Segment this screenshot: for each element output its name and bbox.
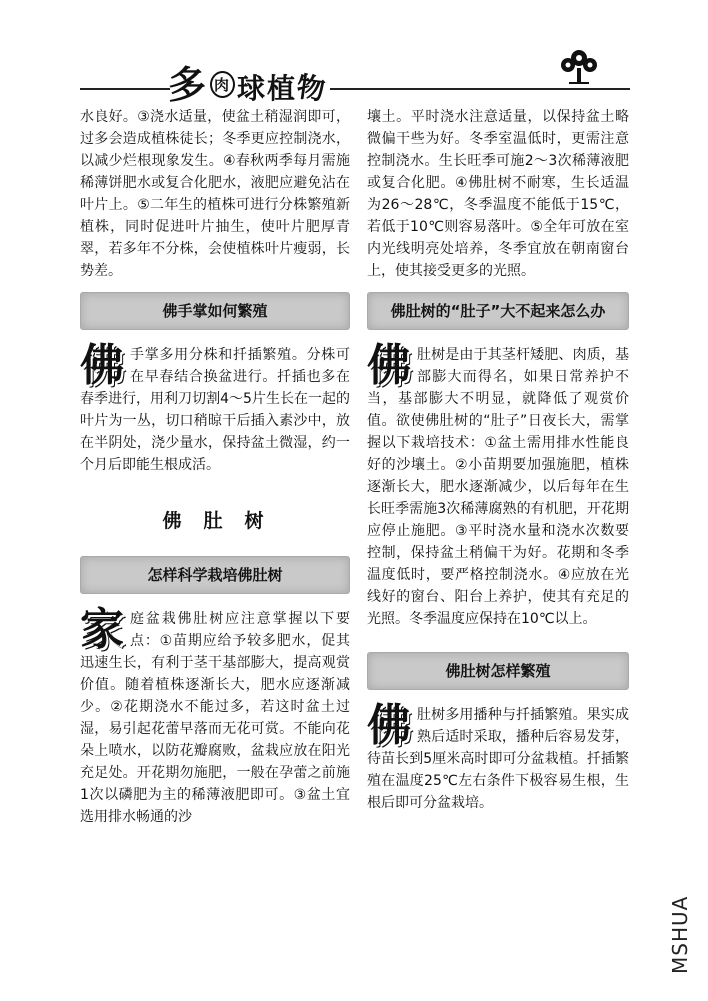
tree-icon [559,48,599,86]
cultivation-paragraph [80,604,350,828]
belly-paragraph [367,340,629,630]
propagation-text: 肚树多用播种与扦插繁殖。果实成熟后适时采取，播种后容易发芽，待苗长到5厘米高时即可分盆栽植。扦插繁殖在温度25℃左右条件下极容易生根，生根后即可分盆栽培。 [367,707,629,811]
header-title-char-1: 多 [168,62,209,107]
header-rule-left [80,88,170,90]
banner-foshouzhang-propagation: 佛手掌如何繁殖 [80,292,350,330]
header-title-last-char: 物 [294,70,330,107]
belly-text: 肚树是由于其茎杆矮肥、肉质，基部膨大而得名，如果日常养护不当，基部膨大不明显，就降低了观赏价值。欲使佛肚树的“肚子”日夜长大，需掌握以下栽培技术：①盆土需用排水性能良好的沙壤土。②小苗期要加强施肥，植株逐渐长大，肥水逐渐减少，以后每年在生长旺季需施3次稀薄腐熟的有机肥，开花期应停止施肥。③平时浇水量和浇水次数要控制，保持盆土稍偏干为好。花期和冬季温度低时，要严格控制浇水。④应放在光线好的窗台、阳台上养护，使其有充足的光照。冬季温度应保持在10℃以上。 [367,347,629,627]
banner-cultivation: 怎样科学栽培佛肚树 [80,556,350,594]
foshouzhang-paragraph [80,340,350,476]
cultivation-text: 庭盆栽佛肚树应注意掌握以下要点：①苗期应给予较多肥水，促其迅速生长，有利于茎干基部膨大，提高观赏价值。随着植株逐渐长大，肥水应逐渐减少。②花期浇水不能过多，若这时盆土过湿，易引起花蕾早落而无花可赏。不能向花朵上喷水，以防花瓣腐败，盆栽应放在阳光充足处。开花期勿施肥，一般在孕蕾之前施1次以磷肥为主的稀薄液肥即可。③盆土宜选用排水畅通的沙 [80,611,350,825]
left-intro-paragraph: 水良好。③浇水适量，使盆土稍湿润即可，过多会造成植株徒长；冬季更应控制浇水，以减少烂根现象发生。④春秋两季每月需施稀薄饼肥水或复合化肥水，液肥应避免沾在叶片上。⑤二年生的植株可进行分株繁殖新植株，同时促进叶片抽生，使叶片肥厚青翠，若多年不分株，会使植株叶片瘦弱，长势差。 [80,109,350,279]
header-rule-right [330,88,630,90]
left-column [80,106,350,828]
watermark: MSHUA [668,895,692,975]
drop-cap: 佛 [367,700,411,751]
banner-belly-not-growing: 佛肚树的“肚子”大不起来怎么办 [367,292,629,330]
drop-cap: 佛 [80,340,124,391]
header-title-char-boxed: 肉 [210,71,235,98]
section-title: 佛肚树 [162,510,286,532]
page-header-title [168,54,330,109]
drop-cap: 家 [80,604,124,655]
propagation-paragraph [367,700,629,814]
foshouzhang-text: 手掌多用分株和扦插繁殖。分株可在早春结合换盆进行。扦插也多在春季进行，用利刀切割4～5片生长在一起的叶片为一丛，切口稍晾干后插入素沙中，放在半阴处，浇少量水，保持盆土微湿，约一个月后即能生根成活。 [80,347,350,473]
right-intro-paragraph: 壤土。平时浇水注意适量，以保持盆土略微偏干些为好。冬季室温低时，更需注意控制浇水。生长旺季可施2～3次稀薄液肥或复合化肥。④佛肚树不耐寒，生长适温为26～28℃，冬季温度不能低于15℃，若低于10℃则容易落叶。⑤全年可放在室内光线明亮处培养，冬季宜放在朝南窗台上，使其接受更多的光照。 [367,109,629,279]
header-title-middle: 球植 [237,72,298,105]
drop-cap: 佛 [367,340,411,391]
right-column [367,106,629,814]
banner-fodushu-propagation: 佛肚树怎样繁殖 [367,652,629,690]
